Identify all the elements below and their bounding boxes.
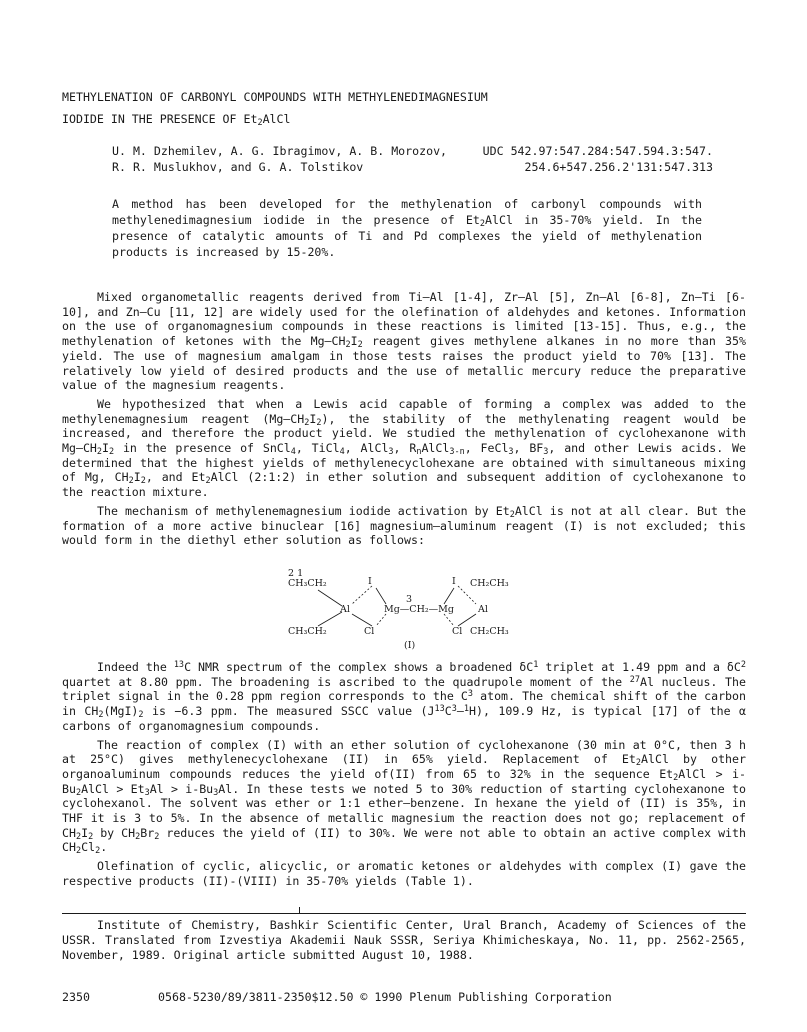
aluminum-left: Al [340,604,350,615]
bond-i-al-left [352,586,372,604]
footnote-text: Institute of Chemistry, Bashkir Scientific Center, Ural Branch, Academy of Sciences of the USSR. Translated from Izvestiya Akademii Nauk SSSR, Seriya Khimicheskaya, No. 11, pp. 2562-2565, November, 1989. Original article submitted August 10, 1988. [62,918,746,962]
ethyl-bottom-left: CH₃CH₂ [288,626,327,637]
bond-tl [318,590,342,606]
author-list [112,143,447,175]
udc-code [483,143,713,175]
chlorine-right: Cl [452,626,463,637]
abstract: A method has been developed for the methylenation of carbonyl compounds with methylenedimagnesium iodide in the presence of $Et_2AlCl$ in 35-70% yield. In the presence of catalytic amounts of Ti and Pd complexes the yield of methylenation products is increased by 15-20%. [112,197,702,259]
paragraph-1: Mixed organometallic reagents derived from Ti–Al [1-4], Zr–Al [5], Zn–Al [6-8], Zn–Ti [6-10], and Zn–Cu [11, 12] are widely used for the olefination of aldehydes and ketones. Information on the use of organomagnesium compounds in these reactions is limited [13-15]. Thus, e.g., the methylenation of ketones with the $Mg-CH_2I_2$ reagent gives methylene alkanes in no more than 35% yield. The use of magnesium amalgam in those tests raises the product yield to 70% [13]. The relatively low yield of desired products and the use of metallic mercury reduce the preparative value of the magnesium reagents. [62,290,746,393]
bond-bl [318,612,342,626]
bond-al-cl-left [352,614,372,626]
bond-i-mg-right [444,588,454,604]
udc-line-1: UDC 542.97:547.284:547.594.3:547. [482,144,713,158]
iodine-left: I [368,576,372,587]
body-text-part-1 [62,290,746,552]
title-line-1: METHYLENATION OF CARBONYL COMPOUNDS WITH METHYLENEDIMAGNESIUM [62,90,488,104]
ethyl-bottom-right: CH₂CH₃ [470,626,509,637]
iodine-right: I [452,576,456,587]
carbon-3-label: 3 [406,594,413,605]
footnote [62,918,746,963]
paragraph-5: The reaction of complex (I) with an ether solution of cyclohexanone (30 min at 0°C, then 3 h at 25°C) gives methylenecyclohexane (II) in 65% yield. Replacement of $Et_2AlCl$ by other organoaluminum compounds reduces the yield of(II) from 65 to 32% in the sequence $Et_2AlCl$ > $i-Bu_2AlCl > Et_3Al > i-Bu_3Al$. In these tests we noted 5 to 30% reduction of starting cyclohexanone to cyclohexanol. The solvent was ether or 1:1 ether–benzene. In hexane the yield of (II) is 35%, in THF it is 3 to 5%. In the absence of metallic magnesium the reaction does not go; replacement of $CH_2I_2$ by $CH_2Br_2$ reduces the yield of (II) to 30%. We were not able to obtain an active complex with $CH_2Cl_2$. [62,737,747,857]
structure-label: (I) [404,640,416,651]
paragraph-6: Olefination of cyclic, alicyclic, or aromatic ketones or aldehydes with complex (I) gave the respective products (II)-(VIII) in 35-70% yields (Table 1). [62,859,746,888]
body-text-part-2 [62,660,746,893]
ethyl-top-left: CH₃CH₂ [288,578,327,589]
copyright-line: 0568-5230/89/3811-2350$12.50 © 1990 Plenum Publishing Corporation [158,990,612,1004]
aluminum-right: Al [478,604,488,615]
chlorine-left: Cl [364,626,375,637]
paragraph-2: We hypothesized that when a Lewis acid capable of forming a complex was added to the methylenemagnesium reagent $(Mg-CH_2I_2)$, the stability of the methylenating reagent would be increased, and therefore the product yield. We studied the methylenation of cyclohexanone with $Mg-CH_2I_2$ in the presence of SnCl$_4$, TiCl$_4$, AlCl$_3$, $R_nAlCl_{3-n}$, FeCl$_3$, $BF_3$, and other Lewis acids. We determined that the highest yields of methylenecyclohexane are obtained with simultaneous mixing of Mg, $CH_2I_2$, and $Et_2AlCl$ (2:1:2) in ether solution and subsequent addition of cyclohexanone to the reaction mixture. [62,396,747,500]
authors-line-2: R. R. Muslukhov, and G. A. Tolstikov [112,160,364,174]
atom-numbering: 2 1 [288,568,304,579]
title-line-2: IODIDE IN THE PRESENCE OF $Et_2AlCl$ [62,112,291,128]
page-number: 2350 [62,990,90,1004]
bond-mg-cl-right [444,614,454,626]
bond-mg-cl-left [376,614,386,626]
authors-line-1: U. M. Dzhemilev, A. G. Ibragimov, A. B. Morozov, [112,144,448,158]
bond-al-cl-right [458,614,476,626]
bond-i-mg-left [376,588,386,604]
udc-line-2: 254.6+547.256.2'131:547.313 [524,160,713,174]
chemical-structure-I [280,568,540,658]
article-title [62,86,762,130]
paragraph-3: The mechanism of methylenemagnesium iodide activation by $Et_2AlCl$ is not at all clear. But the formation of a more active binuclear [16] magnesium–aluminum reagent (I) is not excluded; this would form in the diethyl ether solution as follows: [62,503,747,548]
mg-ch2-mg-bridge: Mg—CH₂—Mg [384,604,454,615]
ethyl-top-right: CH₂CH₃ [470,578,509,589]
footnote-separator [62,913,746,914]
paragraph-4: Indeed the $^{13}$C NMR spectrum of the complex shows a broadened $\delta C^1$ triplet at 1.49 ppm and a $\delta C^2$ quartet at 8.80 ppm. The broadening is ascribed to the quadrupole moment of the $^{27}$Al nucleus. The triplet signal in the 0.28 ppm region corresponds to the $C^3$ atom. The chemical shift of the carbon in $CH_2(MgI)_2$ is −6.3 ppm. The measured SSCC value $(J^{13}C^3-^1H)$, 109.9 Hz, is typical [17] of the α carbons of organomagnesium compounds. [62,660,746,733]
